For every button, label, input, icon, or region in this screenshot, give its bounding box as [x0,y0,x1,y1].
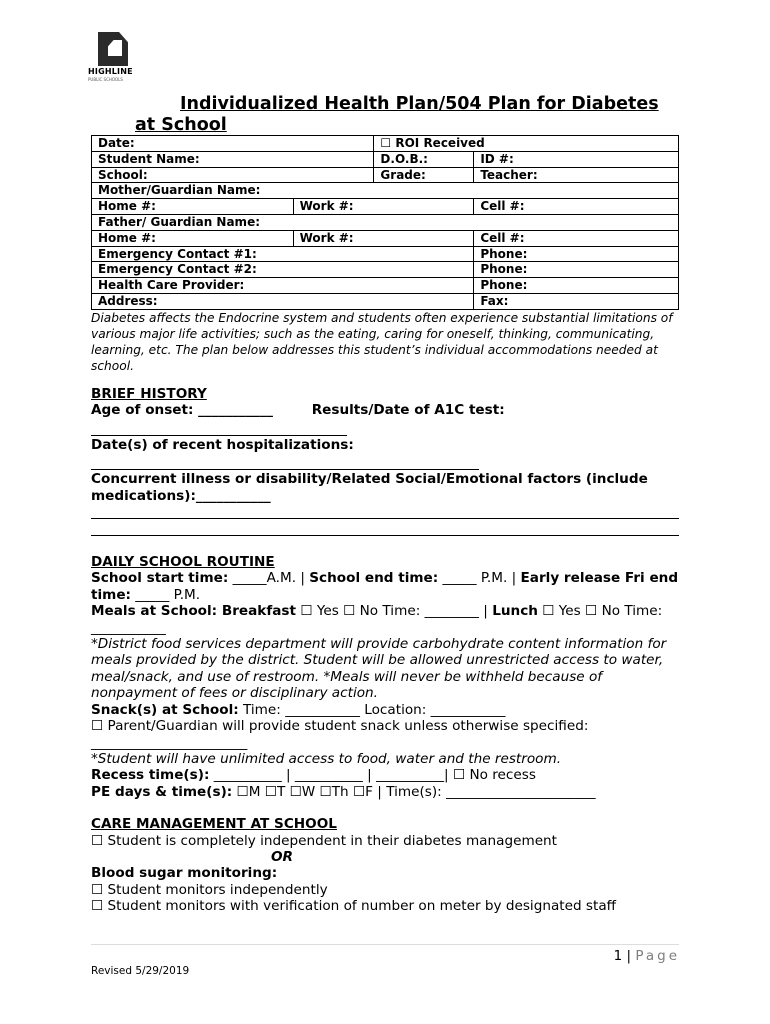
field-cell-2[interactable]: Cell #: [474,230,679,246]
field-id[interactable]: ID #: [474,151,679,167]
field-mother-guardian[interactable]: Mother/Guardian Name: [92,183,679,199]
pe-fields[interactable]: ☐M ☐T ☐W ☐Th ☐F | Time(s): ______________________ [232,783,596,800]
snack-label: Snack(s) at School: [91,701,239,718]
field-teacher[interactable]: Teacher: [474,167,679,183]
recess-fields[interactable]: __________ | __________ | __________| ☐ No recess [209,767,536,784]
form-body [91,386,681,915]
page-sep: | [622,948,636,964]
revised-date: Revised 5/29/2019 [91,965,190,977]
breakfast-options[interactable]: ☐ Yes ☐ No Time: ________ | [296,603,493,620]
district-logo [88,32,144,82]
end-time-field[interactable]: _____ P.M. | [438,570,521,587]
end-time-label: School end time: [309,570,439,587]
page-num: 1 [613,948,623,964]
pe-label: PE days & time(s): [91,783,233,800]
field-phone-2[interactable]: Phone: [474,262,679,278]
recess-label: Recess time(s): [91,767,210,784]
parent-snack-checkbox[interactable]: ☐ Parent/Guardian will provide student snack unless otherwise specified: _______________________ [91,718,589,751]
onset-underline [91,435,347,436]
title-line-2: at School [135,115,227,135]
logo-mark-icon [98,32,128,66]
care-management-heading: CARE MANAGEMENT AT SCHOOL [91,816,337,833]
a1c-results[interactable]: Results/Date of A1C test: [311,402,505,419]
early-release-label: Early release Fri end time: [91,570,679,603]
logo-text: HIGHLINE [88,67,133,76]
field-home-1[interactable]: Home #: [92,199,294,215]
field-fax[interactable]: Fax: [474,293,679,309]
hospitalizations[interactable]: Date(s) of recent hospitalizations: [91,436,354,453]
field-cell-1[interactable]: Cell #: [474,199,679,215]
field-student-name[interactable]: Student Name: [92,151,374,167]
hospitalization-underline [91,469,479,470]
age-of-onset[interactable]: Age of onset: ___________ [91,402,273,419]
recess-row [91,767,681,783]
meals-label: Meals at School: Breakfast [91,603,297,620]
field-phone-3[interactable]: Phone: [474,278,679,294]
concurrent-illness[interactable]: Concurrent illness or disability/Related Social/Emotional factors (include medications):___________ [91,471,648,504]
independent-checkbox[interactable]: ☐ Student is completely independent in their diabetes management [91,832,558,849]
page-number [614,948,680,964]
field-home-2[interactable]: Home #: [92,230,294,246]
title-line-1: Individualized Health Plan/504 Plan for Diabetes [180,94,659,114]
unlimited-access-note: *Student will have unlimited access to food, water and the restroom. [91,750,562,767]
or-label: OR [271,848,294,865]
student-info-table [91,135,679,310]
early-release-field[interactable]: _____ P.M. [130,586,201,603]
brief-history-heading: BRIEF HISTORY [91,386,207,402]
pe-row [91,784,681,800]
intro-paragraph: Diabetes affects the Endocrine system and students often experience substantial limitations of various major life activities; such as the eating, caring for oneself, thinking, communicating, learning, etc. The plan below addresses this student’s individual accommodations needed at school. [91,311,673,373]
concurrent-underline-1 [91,518,679,519]
blood-sugar-monitoring-label: Blood sugar monitoring: [91,865,278,882]
field-address[interactable]: Address: [92,293,474,309]
field-roi-received[interactable]: ☐ ROI Received [374,136,679,152]
field-work-2[interactable]: Work #: [293,230,474,246]
meals-row [91,603,681,636]
field-emergency-contact-2[interactable]: Emergency Contact #2: [92,262,474,278]
school-times [91,570,681,603]
start-time-label: School start time: [91,570,229,587]
logo-subtext: PUBLIC SCHOOLS [88,77,123,82]
page-word: Page [635,948,680,964]
snack-row [91,702,681,718]
age-onset-row [91,402,681,418]
footer-rule [91,944,679,945]
lunch-label: Lunch [492,603,538,620]
field-dob[interactable]: D.O.B.: [374,151,474,167]
field-grade[interactable]: Grade: [374,167,474,183]
monitors-independently-checkbox[interactable]: ☐ Student monitors independently [91,881,328,898]
field-work-1[interactable]: Work #: [293,199,474,215]
field-phone-1[interactable]: Phone: [474,246,679,262]
lunch-options[interactable]: ☐ Yes ☐ No Time: ___________ [91,603,663,636]
field-emergency-contact-1[interactable]: Emergency Contact #1: [92,246,474,262]
snack-fields[interactable]: Time: ___________ Location: ___________ [238,701,506,718]
district-food-note: *District food services department will provide carbohydrate content information for meals provided by the district. Student will be allowed unrestricted access to water, meal/snack, and use of restroom. *Meals will never be withheld because of nonpayment of fees or disciplinary action. [91,636,667,702]
field-health-care-provider[interactable]: Health Care Provider: [92,278,474,294]
start-time-field[interactable]: _____A.M. | [228,570,310,587]
field-father-guardian[interactable]: Father/ Guardian Name: [92,214,679,230]
field-school[interactable]: School: [92,167,374,183]
page-title [135,94,695,136]
monitors-verification-checkbox[interactable]: ☐ Student monitors with verification of number on meter by designated staff [91,898,617,915]
concurrent-underline-2 [91,535,679,536]
daily-routine-heading: DAILY SCHOOL ROUTINE [91,554,275,571]
field-date[interactable]: Date: [92,136,374,152]
